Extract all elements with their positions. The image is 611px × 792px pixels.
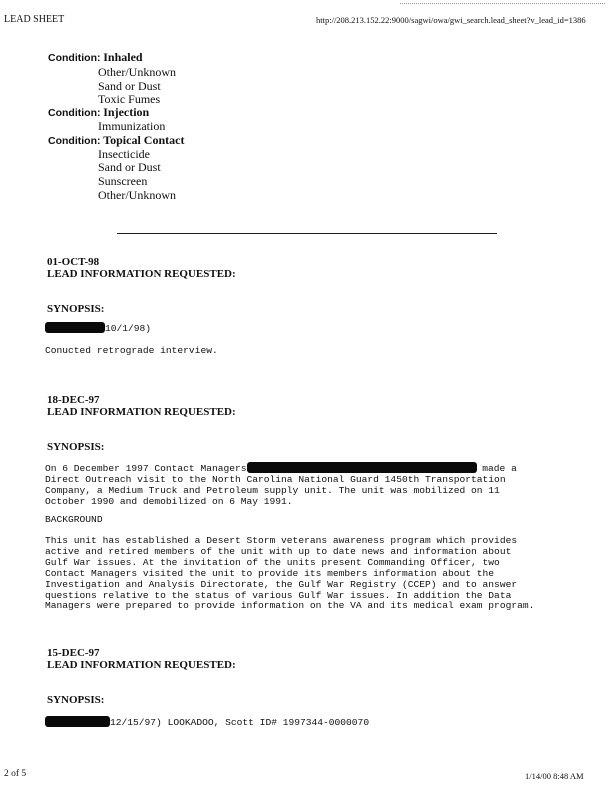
synopsis-text: Conucted retrograde interview. [45, 345, 218, 356]
synopsis-line: Direct Outreach visit to the North Carolina National Guard 1450th Transportation [45, 473, 506, 485]
synopsis-line [45, 716, 369, 729]
paragraph-line: Gulf War issues. At the invitation of the units present Commanding Officer, two [45, 556, 500, 568]
entry-date: 15-DEC-97 [47, 647, 100, 659]
paragraph-line: active and retired members of the unit with up to date news and information about [45, 545, 512, 557]
entry-date: 01-OCT-98 [47, 256, 100, 268]
synopsis-line [45, 322, 151, 335]
synopsis-label: SYNOPSIS: [47, 441, 105, 453]
entry-date: 18-DEC-97 [47, 394, 100, 406]
redaction-bar [45, 322, 105, 333]
condition-item: Immunization [98, 119, 166, 133]
condition-item: Sunscreen [98, 174, 148, 188]
synopsis-text: On 6 December 1997 Contact Managers [45, 463, 247, 474]
paragraph-line: This unit has established a Desert Storm veterans awareness program which provides [45, 535, 518, 546]
condition-injection [48, 105, 149, 120]
redaction-bar [247, 462, 477, 473]
synopsis-line [45, 462, 517, 475]
page-header-url: http://208.213.152.22:9000/sagwi/owa/gwi_search.lead_sheet?v_lead_id=1386 [316, 15, 586, 25]
top-edge-line [400, 3, 605, 4]
synopsis-label: SYNOPSIS: [47, 303, 105, 315]
condition-item: Toxic Fumes [98, 92, 161, 106]
condition-label: Condition: [48, 107, 101, 119]
synopsis-text: 12/15/97) LOOKADOO, Scott ID# 1997344-0000070 [110, 717, 370, 728]
paragraph-line: Investigation and Analysis Directorate, the Gulf War Registry (CCEP) and to answer [45, 578, 518, 590]
synopsis-text: made a [482, 463, 517, 474]
condition-inhaled [48, 50, 143, 65]
condition-item: Other/Unknown [98, 65, 176, 79]
lead-info-label: LEAD INFORMATION REQUESTED: [47, 659, 236, 671]
page-number: 2 of 5 [4, 769, 27, 779]
condition-label: Condition: [48, 52, 101, 64]
synopsis-line: Company, a Medium Truck and Petroleum supply unit. The unit was mobilized on 11 [45, 484, 500, 496]
condition-topical-contact [48, 133, 184, 148]
condition-value: Topical Contact [103, 133, 185, 147]
section-divider [117, 233, 497, 234]
condition-item: Sand or Dust [98, 160, 161, 174]
synopsis-label: SYNOPSIS: [47, 694, 105, 706]
paragraph-line: questions relative to the status of various Gulf War issues. In addition the Data [45, 589, 512, 601]
paragraph-line: Contact Managers visited the unit to provide its members information about the [45, 567, 495, 579]
lead-info-label: LEAD INFORMATION REQUESTED: [47, 268, 236, 280]
synopsis-paragraph [45, 462, 517, 508]
synopsis-text: 10/1/98) [105, 323, 152, 334]
page-header-title: LEAD SHEET [4, 14, 65, 25]
condition-label: Condition: [48, 135, 101, 147]
condition-item: Sand or Dust [98, 79, 161, 93]
paragraph-line: Managers were prepared to provide information on the VA and its medical exam program. [45, 600, 535, 612]
synopsis-line: October 1990 and demobilized on 6 May 1991. [45, 495, 293, 507]
background-paragraph [45, 536, 534, 612]
condition-item: Insecticide [98, 147, 150, 161]
lead-info-label: LEAD INFORMATION REQUESTED: [47, 406, 236, 418]
condition-value: Injection [103, 105, 150, 119]
condition-value: Inhaled [103, 50, 143, 64]
background-heading: BACKGROUND [45, 514, 103, 525]
condition-item: Other/Unknown [98, 188, 176, 202]
redaction-bar [45, 716, 110, 727]
print-timestamp: 1/14/00 8:48 AM [525, 771, 584, 781]
